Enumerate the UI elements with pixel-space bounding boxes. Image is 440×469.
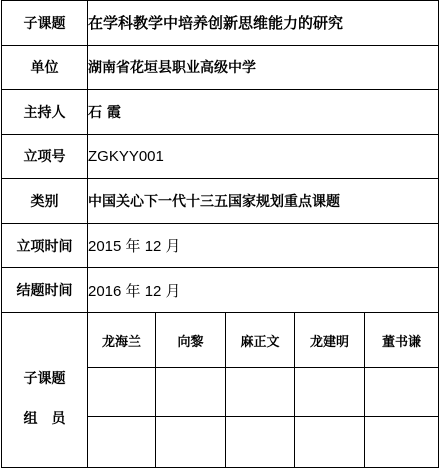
value-subtopic: 在学科教学中培养创新思维能力的研究 [88, 1, 439, 46]
row-completion-time [2, 268, 439, 313]
label-approval-time: 立项时间 [2, 223, 88, 268]
value-host: 石 霞 [88, 90, 439, 135]
label-members-line1: 子课题 [23, 370, 66, 387]
project-info-table [1, 0, 439, 468]
row-host [2, 90, 439, 135]
blank-cell [295, 368, 365, 417]
value-project-number: ZGKYY001 [88, 134, 439, 179]
member-name: 龙建明 [295, 312, 365, 367]
row-category [2, 179, 439, 224]
value-unit: 湖南省花垣县职业高级中学 [88, 45, 439, 90]
blank-cell [88, 368, 156, 417]
blank-cell [226, 416, 295, 467]
row-members-names [2, 312, 439, 367]
member-name: 麻正文 [226, 312, 295, 367]
blank-cell [365, 368, 439, 417]
label-members-line2: 组员 [23, 410, 80, 427]
value-category: 中国关心下一代十三五国家规划重点课题 [88, 179, 439, 224]
label-members [2, 312, 88, 467]
member-name: 董书谦 [365, 312, 439, 367]
blank-cell [156, 368, 226, 417]
label-category: 类别 [2, 179, 88, 224]
label-project-number: 立项号 [2, 134, 88, 179]
value-completion-time: 2016 年 12 月 [88, 268, 439, 313]
member-name: 向黎 [156, 312, 226, 367]
blank-cell [365, 416, 439, 467]
blank-cell [295, 416, 365, 467]
label-subtopic: 子课题 [2, 1, 88, 46]
row-project-number [2, 134, 439, 179]
label-host: 主持人 [2, 90, 88, 135]
blank-cell [156, 416, 226, 467]
label-unit: 单位 [2, 45, 88, 90]
label-completion-time: 结题时间 [2, 268, 88, 313]
row-subtopic [2, 1, 439, 46]
row-approval-time [2, 223, 439, 268]
member-name: 龙海兰 [88, 312, 156, 367]
blank-cell [226, 368, 295, 417]
row-unit [2, 45, 439, 90]
blank-cell [88, 416, 156, 467]
value-approval-time: 2015 年 12 月 [88, 223, 439, 268]
